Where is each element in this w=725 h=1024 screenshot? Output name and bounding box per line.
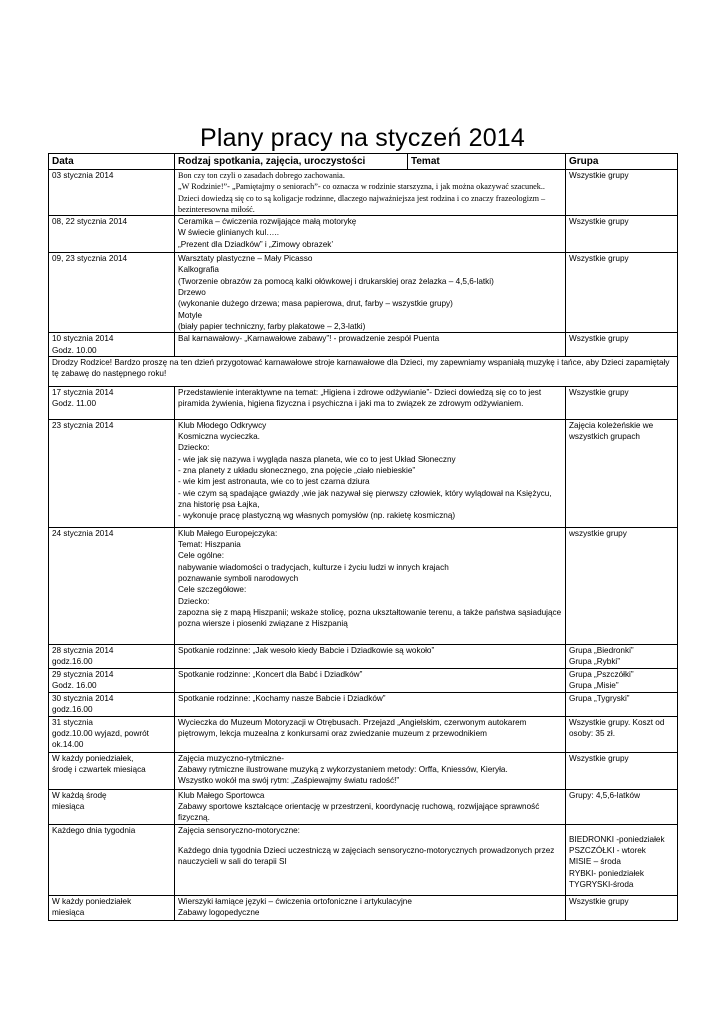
activity-cell-line: Klub Młodego Odkrywcy [178,420,267,430]
group-cell-line: MISIE – środa [569,857,621,867]
date-cell [49,333,175,357]
activity-cell-line: Wszystko wokół ma swój rytm: „Zaśpiewajmy światu radość!” [178,776,400,786]
date-cell-line: 24 stycznia 2014 [52,528,114,538]
activity-cell [175,895,566,920]
group-cell-line [569,825,674,834]
date-cell [49,216,175,253]
activity-cell [175,716,566,752]
group-cell-line: Wszystkie grupy. Koszt od osoby: 35 zł. [569,717,665,739]
date-cell-line: 23 stycznia 2014 [52,420,114,430]
group-cell-line: TYGRYSKI-środa [569,879,634,889]
activity-cell-line: Bon czy ton czyli o zasadach dobrego zachowania. [178,171,345,180]
table-row [49,419,678,527]
group-cell-line: Wszystkie grupy [569,171,629,180]
activity-cell-line: Cele szczegółowe: [178,585,247,595]
activity-cell-line: Drzewo [178,288,206,298]
activity-cell-line: - wykonuje pracę plastyczną wg własnych pomysłów (np. rakietę kosmiczną) [178,511,456,521]
activity-cell [175,216,566,253]
group-cell-line: Grupa „Misie” [569,681,619,691]
page-title: Plany pracy na styczeń 2014 [199,124,526,152]
group-cell [566,170,678,216]
activity-cell-line: Zabawy rytmiczne ilustrowane muzyką z wykorzystaniem metody: Orffa, Kniessów, Kieryła. [178,765,508,775]
activity-cell-line: Motyle [178,310,203,320]
date-cell-line: Godz. 10.00 [52,345,97,355]
date-cell [49,253,175,333]
table-row [49,692,678,716]
group-cell-line: Grupa „Rybki” [569,657,620,667]
activity-cell-line: Kosmiczna wycieczka. [178,432,260,442]
activity-cell [175,386,566,419]
activity-cell-line: - zna planety z układu słonecznego, zna pojęcie „ciało niebieskie” [178,466,416,476]
date-cell [49,716,175,752]
date-cell [49,692,175,716]
date-cell-line: miesiąca [52,802,85,812]
group-cell-line: Grupa „Biedronki” [569,645,634,655]
group-cell-line: Zajęcia koleżeńskie we wszystkich grupach [569,420,654,442]
table-header-row [49,154,678,170]
activity-cell-line: - wie jak się nazywa i wygląda nasza planeta, wie co to jest Układ Słoneczny [178,454,456,464]
group-cell-line: Wszystkie grupy [569,387,629,397]
header-topic: Temat [408,154,566,170]
group-cell-line: Grupa „Tygryski” [569,693,630,703]
table-row [49,668,678,692]
date-cell [49,419,175,527]
group-cell-line: wszystkie grupy [569,528,627,538]
activity-cell-line: Zabawy logopedyczne [178,908,260,918]
activity-cell-line: Ceramika – ćwiczenia rozwijające małą motorykę [178,217,357,227]
activity-cell [175,170,566,216]
parents-note: Drodzy Rodzice! Bardzo proszę na ten dzień przygotować karnawałowe stroje karnawałowe dla Dzieci, my zapewniamy wspaniałą muzykę i tańce, aby Dzieci zapamiętały tę zabawę do następnego roku! [49,356,678,386]
header-date: Data [49,154,175,170]
header-type: Rodzaj spotkania, zajęcia, uroczystości [175,154,408,170]
activity-cell-line: - wie czym są spadające gwiazdy ,wie jak nazywał się pierwszy człowiek, który wylądował na Księżycu, zna historię psa Łajka, [178,488,552,509]
activity-cell [175,644,566,668]
group-cell [566,716,678,752]
table-row [49,895,678,920]
date-cell [49,789,175,824]
table-row [49,216,678,253]
group-cell [566,692,678,716]
table-row [49,789,678,824]
date-cell-line: 03 stycznia 2014 [52,171,114,180]
group-cell-line: Wszystkie grupy [569,254,629,264]
activity-cell-line: Klub Małego Sportowca [178,790,265,800]
activity-cell [175,824,566,895]
table-row [49,170,678,216]
date-cell-line: miesiąca [52,908,85,918]
date-cell-line: 09, 23 stycznia 2014 [52,254,128,264]
activity-cell-line: Dziecko: [178,596,210,606]
activity-cell-line: Każdego dnia tygodnia Dzieci uczestniczą w zajęciach sensoryczno-motorycznych prowadzonych przez nauczycieli w sali do terapii SI [178,846,555,867]
table-row [49,253,678,333]
date-cell [49,895,175,920]
date-cell-line: Każdego dnia tygodnia [52,825,136,835]
activity-cell-line [178,836,562,845]
activity-cell [175,333,566,357]
group-cell-line: Grupy: 4,5,6-latków [569,790,640,800]
activity-cell [175,752,566,789]
activity-cell-line: zapozna się z mapą Hiszpanii; wskaże stolicę, pozna ukształtowanie terenu, a także państwa sąsiadujące [178,607,562,617]
date-cell [49,644,175,668]
note-row [49,356,678,386]
group-cell-line: Wszystkie grupy [569,896,629,906]
date-cell-line: Godz. 11.00 [52,399,96,409]
date-cell-line: Godz. 16.00 [52,681,97,691]
activity-cell-line: Bal karnawałowy- „Karnawałowe zabawy”! - prowadzenie zespół Puenta [178,334,440,344]
activity-cell [175,692,566,716]
activity-cell-line: Warsztaty plastyczne – Mały Picasso [178,254,313,264]
activity-cell-line: Zajęcia muzyczno-rytmiczne- [178,753,285,763]
activity-cell-line: Wycieczka do Muzeum Motoryzacji w Otrębusach. Przejazd „Angielskim, czerwonym autokarem piętrowym, lekcja muzealna z konkursami oraz zwiedzanie muzeum z przewodnikiem [178,717,527,739]
date-cell-line: godz.16.00 [52,705,93,715]
group-cell [566,789,678,824]
table-row [49,644,678,668]
date-cell-line: 17 stycznia 2014 [52,387,114,397]
date-cell-line: 30 stycznia 2014 [52,693,114,703]
group-cell-line: Grupa „Pszczółki” [569,669,634,679]
table-row [49,333,678,357]
group-cell-line: Wszystkie grupy [569,334,629,344]
group-cell [566,333,678,357]
activity-cell-line: Zabawy sportowe kształcące orientację w przestrzeni, koordynację ruchową, rozwijające sprawność fizyczną. [178,802,540,823]
group-cell [566,668,678,692]
table-body [49,170,678,921]
group-cell [566,419,678,527]
group-cell [566,216,678,253]
table-row [49,527,678,644]
activity-cell [175,789,566,824]
header-group: Grupa [566,154,678,170]
table-row [49,716,678,752]
activity-cell-line: Klub Małego Europejczyka: [178,528,278,538]
activity-cell-line: Temat: Hiszpania [178,540,241,550]
activity-cell-line: Spotkanie rodzinne: „Jak wesoło kiedy Babcie i Dziadkowie są wokoło” [178,645,435,655]
date-cell-line: 29 stycznia 2014 [52,669,114,679]
group-cell [566,644,678,668]
table-row [49,752,678,789]
date-cell [49,668,175,692]
date-cell-line: 08, 22 stycznia 2014 [52,217,128,227]
group-cell-line: Wszystkie grupy [569,753,629,763]
date-cell [49,170,175,216]
date-cell [49,752,175,789]
activity-cell-line: „Prezent dla Dziadków” i „Zimowy obrazek’ [178,239,334,249]
activity-cell-line: nabywanie wiadomości o tradycjach, kulturze i życiu ludzi w innych krajach [178,562,449,572]
activity-cell-line: Zajęcia sensoryczno-motoryczne: [178,825,300,835]
table-row [49,386,678,419]
activity-cell [175,668,566,692]
activity-cell-line: „W Rodzinie!”- „Pamiętajmy o seniorach”- co oznacza w rodzinie starszyzna, i jak można okazywać szacunek.. Dzieci dowiedzą się co to są koligacje rodzinne, dlaczego najważniejsza jest rodzina i co znaczy frazeologizm – bezinteresowna miłość. [178,182,546,214]
group-cell [566,895,678,920]
group-cell [566,752,678,789]
activity-cell-line: poznawanie symboli narodowych [178,574,299,584]
date-cell-line: W każdą środę [52,790,107,800]
date-cell [49,824,175,895]
date-cell-line: 28 stycznia 2014 [52,645,114,655]
activity-cell-line: Cele ogólne: [178,551,224,561]
date-cell [49,386,175,419]
date-cell-line: godz.16.00 [52,657,93,667]
date-cell [49,527,175,644]
activity-cell-line: Spotkanie rodzinne: „Kochamy nasze Babcie i Dziadków” [178,693,386,703]
date-cell-line: godz.10.00 wyjazd, powrót ok.14.00 [52,729,149,750]
date-cell-line: środę i czwartek miesiąca [52,765,146,775]
date-cell-line: W każdy poniedziałek, [52,753,134,763]
activity-cell-line: Dziecko: [178,443,210,453]
activity-cell-line: (wykonanie dużego drzewa; masa papierowa, drut, farby – wszystkie grupy) [178,299,453,309]
activity-cell-line: Przedstawienie interaktywne na temat: „Higiena i zdrowe odżywianie”- Dzieci dowiedzą się co to jest piramida żywienia, higiena fizyczna i psychiczna i jaki ma to związek ze zdrowym odżywianiem. [178,387,542,409]
activity-cell-line: pozna wiersze i piosenki związane z Hiszpanią [178,619,348,629]
group-cell [566,253,678,333]
group-cell [566,386,678,419]
activity-cell [175,419,566,527]
activity-cell-line: (biały papier techniczny, farby plakatowe – 2,3-latki) [178,321,366,331]
date-cell-line: 10 stycznia 2014 [52,334,114,344]
group-cell-line: RYBKI- poniedziałek [569,868,644,878]
activity-cell [175,527,566,644]
activity-cell-line: (Tworzenie obrazów za pomocą kalki ołówkowej i drukarskiej oraz żelazka – 4,5,6-latki) [178,276,494,286]
group-cell-line: BIEDRONKI -poniedziałek [569,834,665,844]
date-cell-line: W każdy poniedziałek [52,896,132,906]
date-cell-line: 31 stycznia [52,717,93,727]
group-cell [566,527,678,644]
activity-cell-line: Spotkanie rodzinne: „Koncert dla Babć i Dziadków” [178,669,363,679]
schedule-table [48,153,678,921]
table-row [49,824,678,895]
activity-cell-line: Wierszyki łamiące języki – ćwiczenia ortofoniczne i artykulacyjne [178,896,412,906]
activity-cell-line: W świecie glinianych kul….. [178,228,280,238]
activity-cell [175,253,566,333]
activity-cell-line: - wie kim jest astronauta, wie co to jest czarna dziura [178,477,370,487]
group-cell-line: Wszystkie grupy [569,217,629,227]
group-cell [566,824,678,895]
activity-cell-line: Kalkografia [178,265,219,275]
group-cell-line: PSZCZÓŁKI - wtorek [569,846,646,856]
